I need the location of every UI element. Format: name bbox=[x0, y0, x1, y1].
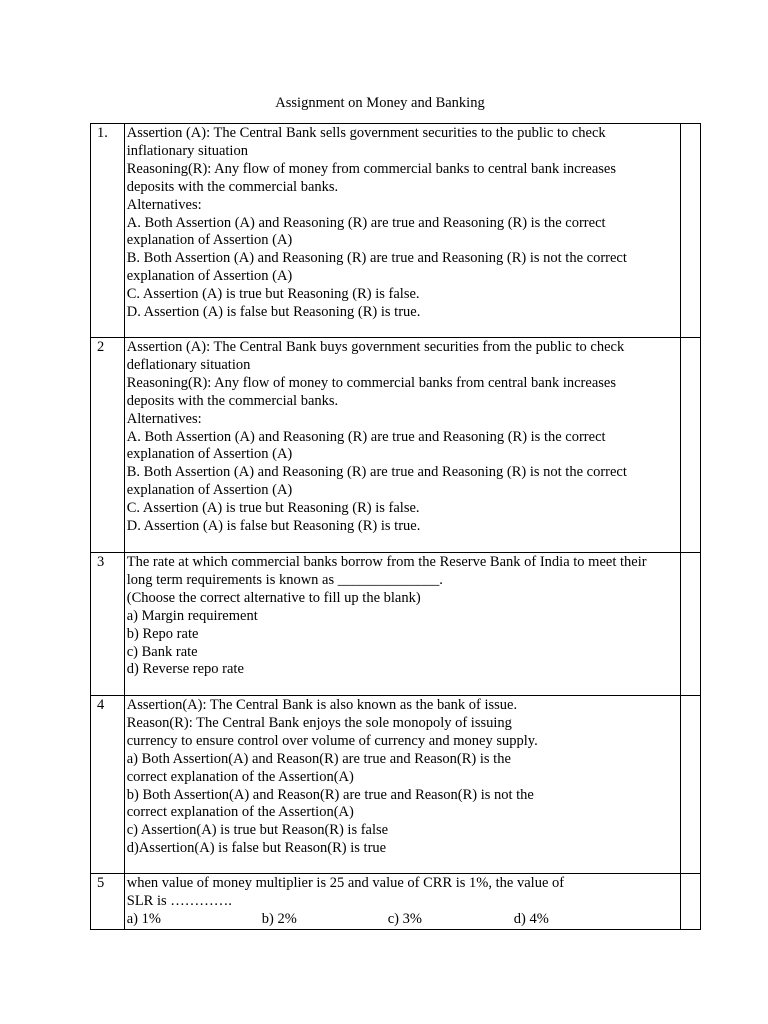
question-line: Reason(R): The Central Bank enjoys the sole monopoly of issuing bbox=[126, 714, 512, 731]
question-text bbox=[125, 124, 676, 322]
page-title: Assignment on Money and Banking bbox=[275, 95, 485, 111]
question-line: Alternatives: bbox=[126, 410, 202, 427]
option-line: a) Margin requirement bbox=[126, 607, 258, 624]
option-line: a) Both Assertion(A) and Reason(R) are true and Reason(R) is the bbox=[126, 750, 511, 767]
option-line: C. Assertion (A) is true but Reasoning (R) is false. bbox=[126, 500, 420, 517]
option-line: correct explanation of the Assertion(A) bbox=[126, 768, 354, 785]
option-line: A. Both Assertion (A) and Reasoning (R) are true and Reasoning (R) is the correct bbox=[126, 214, 606, 231]
question-line: currency to ensure control over volume of currency and money supply. bbox=[126, 732, 538, 749]
question-text bbox=[125, 696, 676, 858]
question-line: when value of money multiplier is 25 and value of CRR is 1%, the value of bbox=[126, 875, 565, 891]
option-line: B. Both Assertion (A) and Reasoning (R) are true and Reasoning (R) is not the correct bbox=[126, 464, 627, 481]
question-line: Assertion (A): The Central Bank buys government securities from the public to check bbox=[126, 339, 625, 355]
question-line: SLR is …………. bbox=[126, 892, 232, 909]
question-line: deflationary situation bbox=[126, 356, 251, 373]
option-line: C. Assertion (A) is true but Reasoning (R) is false. bbox=[126, 286, 420, 303]
question-row-3 bbox=[91, 553, 701, 696]
answer-cell bbox=[680, 338, 701, 553]
question-text bbox=[125, 874, 676, 929]
question-number: 3 bbox=[97, 554, 105, 570]
question-text bbox=[125, 553, 676, 679]
question-line: inflationary situation bbox=[126, 142, 248, 159]
option-line: D. Assertion (A) is false but Reasoning (R) is true. bbox=[126, 304, 421, 321]
option-line: D. Assertion (A) is false but Reasoning (R) is true. bbox=[126, 518, 421, 535]
option-line: c) Bank rate bbox=[126, 643, 198, 660]
question-line: (Choose the correct alternative to fill up the blank) bbox=[126, 589, 421, 606]
question-line: deposits with the commercial banks. bbox=[126, 392, 339, 409]
question-line: Reasoning(R): Any flow of money to commercial banks from central bank increases bbox=[126, 374, 616, 391]
option-a: a) 1% bbox=[126, 910, 161, 927]
question-row-5 bbox=[91, 874, 701, 930]
question-line: Assertion(A): The Central Bank is also known as the bank of issue. bbox=[126, 697, 518, 713]
question-line: deposits with the commercial banks. bbox=[126, 178, 339, 195]
question-line: long term requirements is known as ______________. bbox=[126, 571, 443, 588]
option-line: explanation of Assertion (A) bbox=[126, 446, 293, 463]
question-number: 4 bbox=[97, 697, 105, 713]
option-line: b) Both Assertion(A) and Reason(R) are true and Reason(R) is not the bbox=[126, 786, 534, 803]
option-line: correct explanation of the Assertion(A) bbox=[126, 804, 354, 821]
question-text bbox=[125, 338, 676, 536]
question-line: Reasoning(R): Any flow of money from commercial banks to central bank increases bbox=[126, 160, 616, 177]
question-number: 1. bbox=[97, 125, 108, 141]
option-line: A. Both Assertion (A) and Reasoning (R) are true and Reasoning (R) is the correct bbox=[126, 428, 606, 445]
answer-cell bbox=[680, 553, 701, 696]
question-line: Assertion (A): The Central Bank sells government securities to the public to check bbox=[126, 125, 606, 141]
option-c: c) 3% bbox=[387, 910, 422, 927]
question-number: 2 bbox=[97, 339, 105, 355]
option-line: d) Reverse repo rate bbox=[126, 661, 244, 678]
answer-cell bbox=[680, 696, 701, 874]
question-row-1 bbox=[91, 124, 701, 338]
options-row bbox=[127, 911, 676, 929]
answer-cell bbox=[680, 124, 701, 338]
question-line: Alternatives: bbox=[126, 196, 202, 213]
question-row-4 bbox=[91, 696, 701, 874]
question-number: 5 bbox=[97, 875, 105, 891]
question-row-2 bbox=[91, 338, 701, 553]
option-line: B. Both Assertion (A) and Reasoning (R) are true and Reasoning (R) is not the correct bbox=[126, 250, 627, 267]
answer-cell bbox=[680, 874, 701, 930]
option-line: d)Assertion(A) is false but Reason(R) is true bbox=[126, 840, 387, 857]
option-line: explanation of Assertion (A) bbox=[126, 268, 293, 285]
option-line: c) Assertion(A) is true but Reason(R) is false bbox=[126, 822, 389, 839]
option-b: b) 2% bbox=[261, 910, 297, 927]
questions-table bbox=[90, 123, 701, 930]
option-line: b) Repo rate bbox=[126, 625, 199, 642]
option-line: explanation of Assertion (A) bbox=[126, 232, 293, 249]
option-line: explanation of Assertion (A) bbox=[126, 482, 293, 499]
option-d: d) 4% bbox=[513, 910, 549, 927]
question-line: The rate at which commercial banks borrow from the Reserve Bank of India to meet their bbox=[126, 554, 647, 570]
